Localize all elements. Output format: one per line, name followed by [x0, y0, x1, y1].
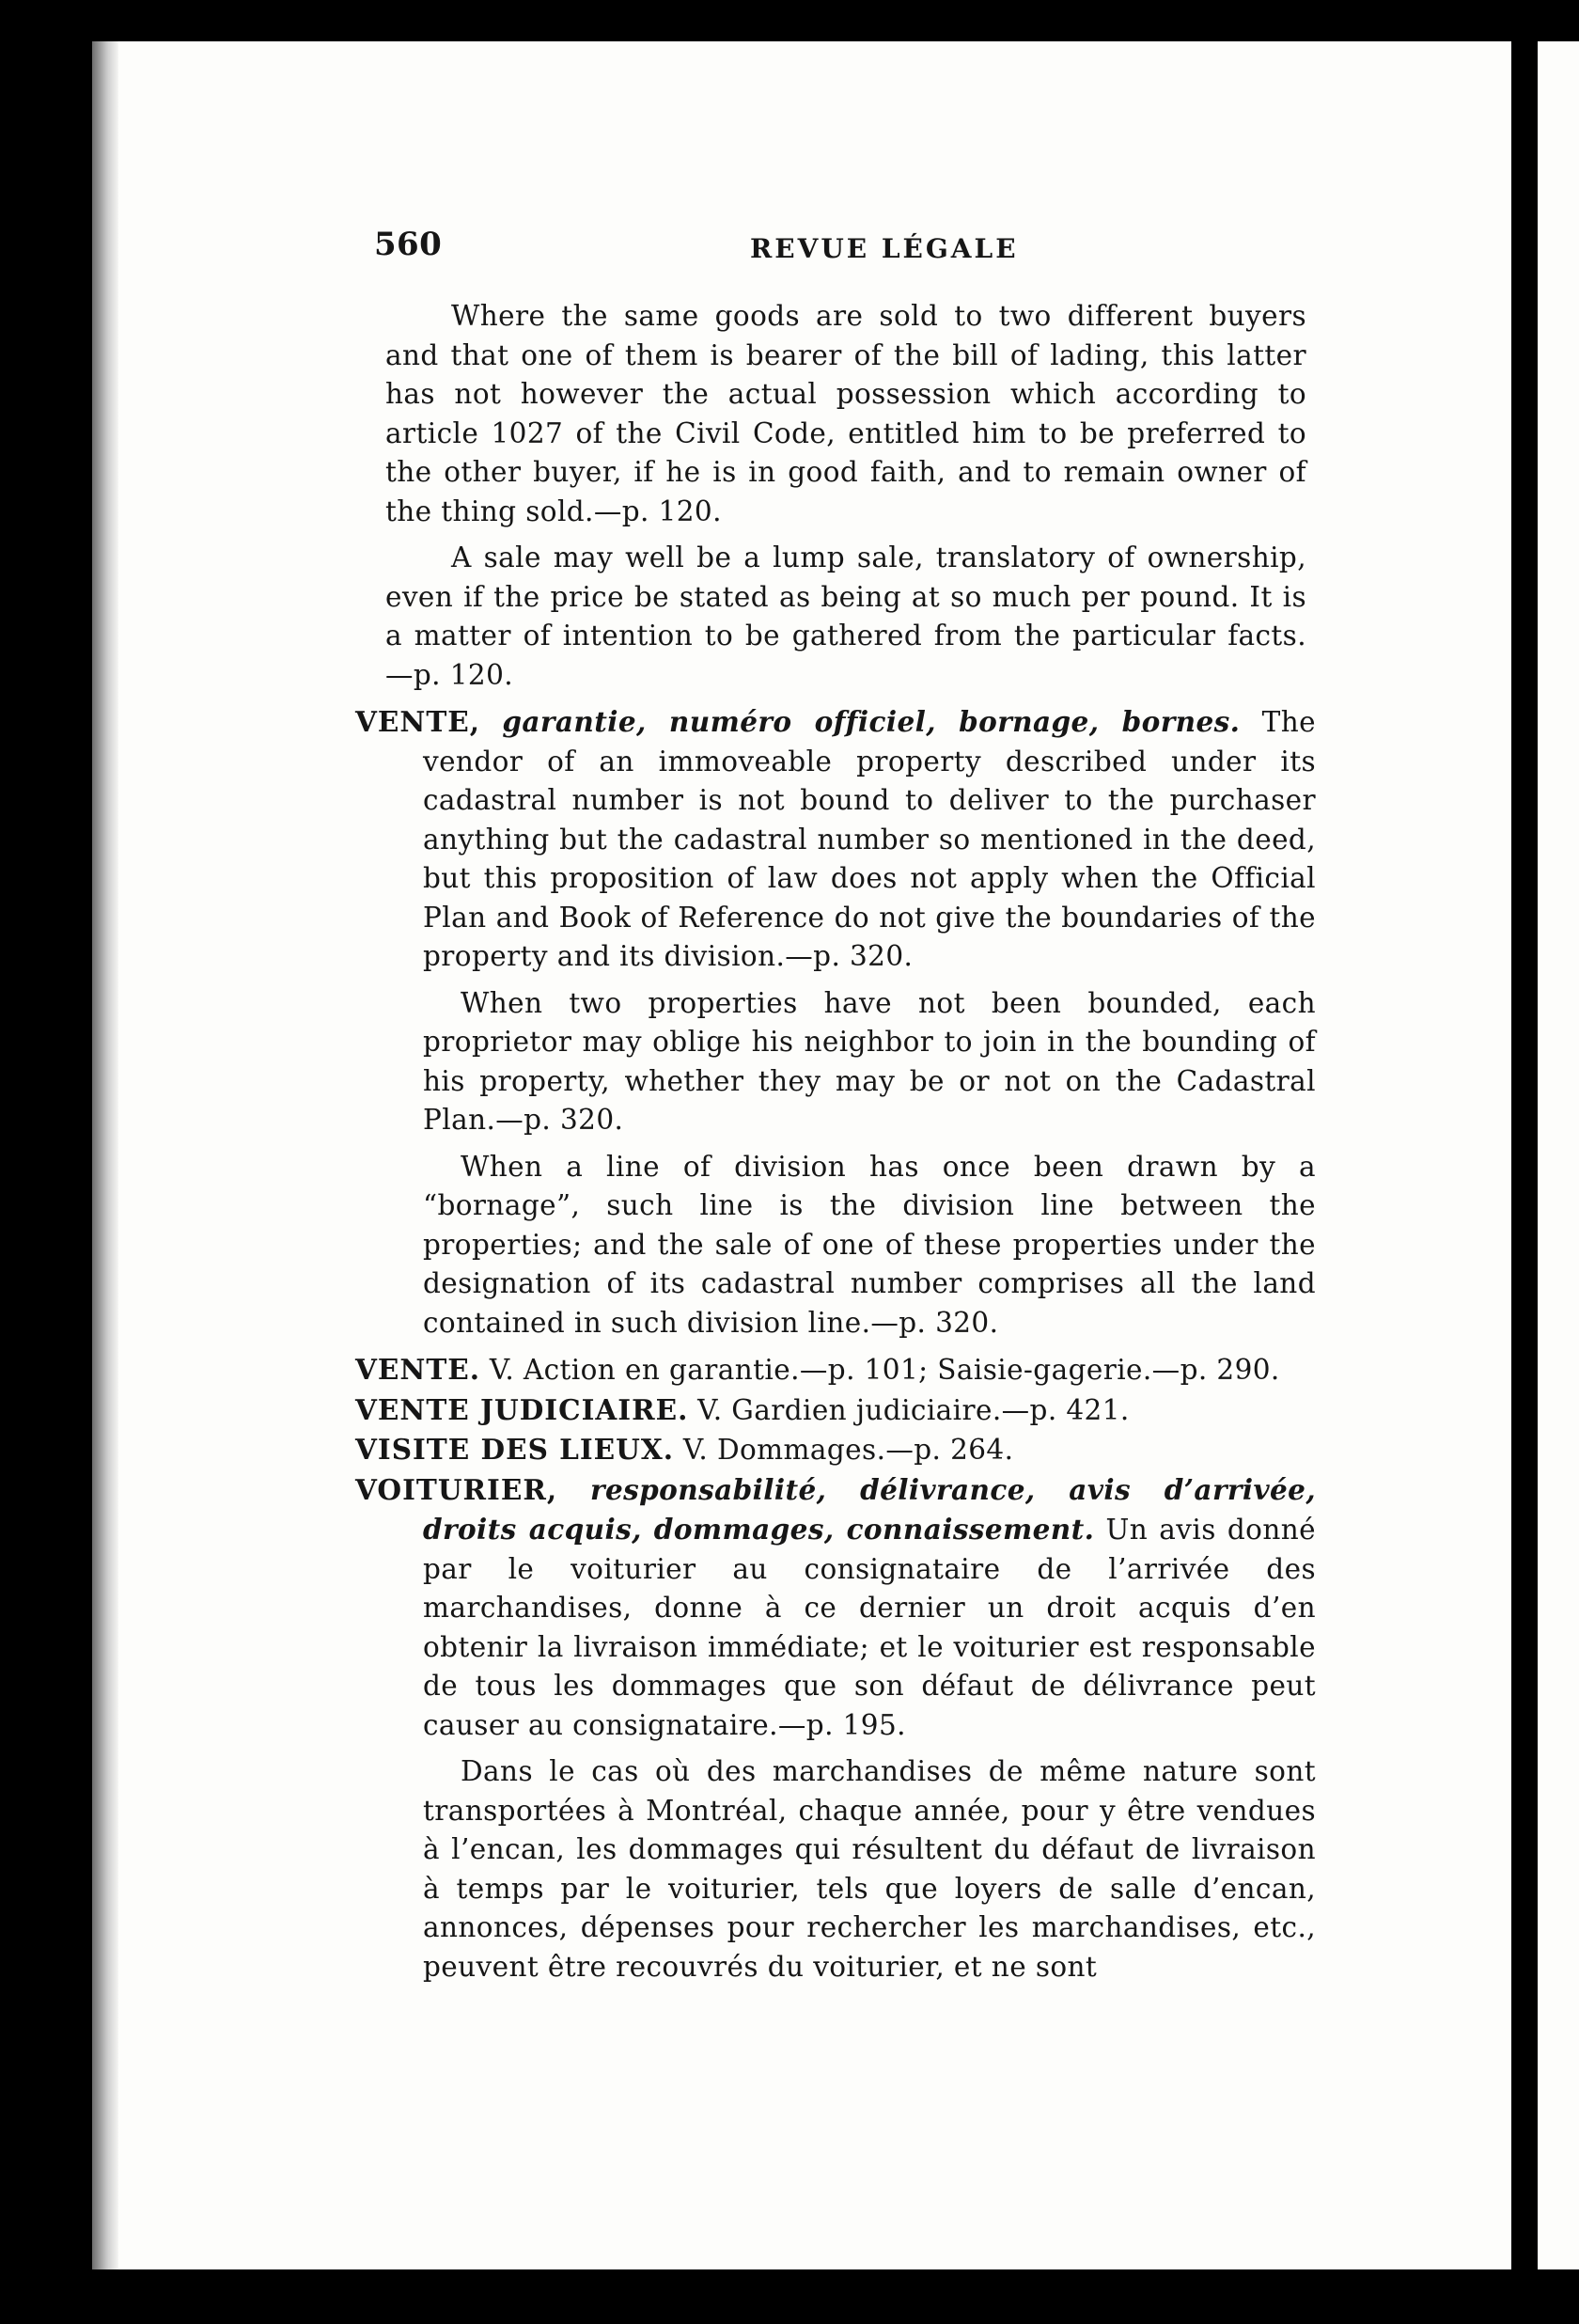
page-number: 560	[374, 226, 443, 263]
entry-subheads: responsabilité, délivrance, avis d’arrivée, droits acquis, dommages, connaissement.	[423, 1472, 1316, 1546]
paragraph-lump-sale: A sale may well be a lump sale, translatory of ownership, even if the price be stated as being at so much per pound. It is a matter of intention to be gathered from the particular facts.—p. 120.	[385, 542, 1306, 691]
entry-vente-reference	[263, 1350, 1316, 1390]
entry-vente-judiciaire	[263, 1390, 1316, 1431]
entry-body: V. Dommages.—p. 264.	[682, 1434, 1014, 1466]
running-title: REVUE LÉGALE	[750, 233, 1019, 264]
entry-visite-des-lieux	[263, 1430, 1316, 1470]
entry-voiturier	[263, 1470, 1316, 1746]
entry-head: VISITE DES LIEUX.	[355, 1433, 675, 1466]
entry-body: Un avis donné par le voiturier au consignataire de l’arrivée des marchandises, donne à ce dernier un droit acquis d’en obtenir la livraison immédiate; et le voiturier est responsable de tous les dommages que son défaut de délivrance peut causer au consignataire.—p. 195.	[423, 1514, 1316, 1741]
entry-body: V. Action en garantie.—p. 101; Saisie-gagerie.—p. 290.	[489, 1354, 1280, 1386]
entry-head: VOITURIER,	[355, 1472, 558, 1506]
entry-body: The vendor of an immoveable property described under its cadastral number is not bound to deliver to the purchaser anything but the cadastral number so mentioned in the deed, but this proposition of law does not apply when the Official Plan and Book of Reference do not give the boundaries of the property and its division.—p. 320.	[423, 706, 1317, 972]
entry-head: VENTE,	[355, 705, 481, 738]
facing-page-edge	[1538, 41, 1579, 2269]
page-spine-shadow	[92, 41, 118, 2269]
page-text	[263, 226, 1316, 1994]
entry-vente-garantie	[263, 702, 1316, 977]
entry-head: VENTE.	[355, 1353, 481, 1386]
entry-subheads: garantie, numéro officiel, bornage, bornes.	[502, 705, 1241, 738]
running-head	[263, 226, 1316, 282]
paragraph-bill-of-lading: Where the same goods are sold to two different buyers and that one of them is bearer of the bill of lading, this latter has not however the actual possession which according to article 1027 of the Civil Code, entitled him to be preferred to the other buyer, if he is in good faith, and to remain owner of the thing sold.—p. 120.	[385, 300, 1306, 527]
entry-vente-garantie-para-3: When a line of division has once been drawn by a “bornage”, such line is the division line between the properties; and the sale of one of these properties under the designation of its cadastral number comprises all the land contained in such division line.—p. 320.	[423, 1150, 1316, 1339]
entry-voiturier-para-2: Dans le cas où des marchandises de même nature sont transportées à Montréal, chaque année, pour y être vendues à l’encan, les dommages qui résultent du défaut de livraison à temps par le voiturier, tels que loyers de salle d’encan, annonces, dépenses pour rechercher les marchandises, etc., peuvent être recouvrés du voiturier, et ne sont	[423, 1755, 1316, 1983]
entry-vente-garantie-para-2: When two properties have not been bounded, each proprietor may oblige his neighbor to join in the bounding of his property, whether they may be or not on the Cadastral Plan.—p. 320.	[423, 986, 1316, 1136]
entry-body: V. Gardien judiciaire.—p. 421.	[697, 1393, 1130, 1426]
entry-head: VENTE JUDICIAIRE.	[355, 1392, 689, 1426]
